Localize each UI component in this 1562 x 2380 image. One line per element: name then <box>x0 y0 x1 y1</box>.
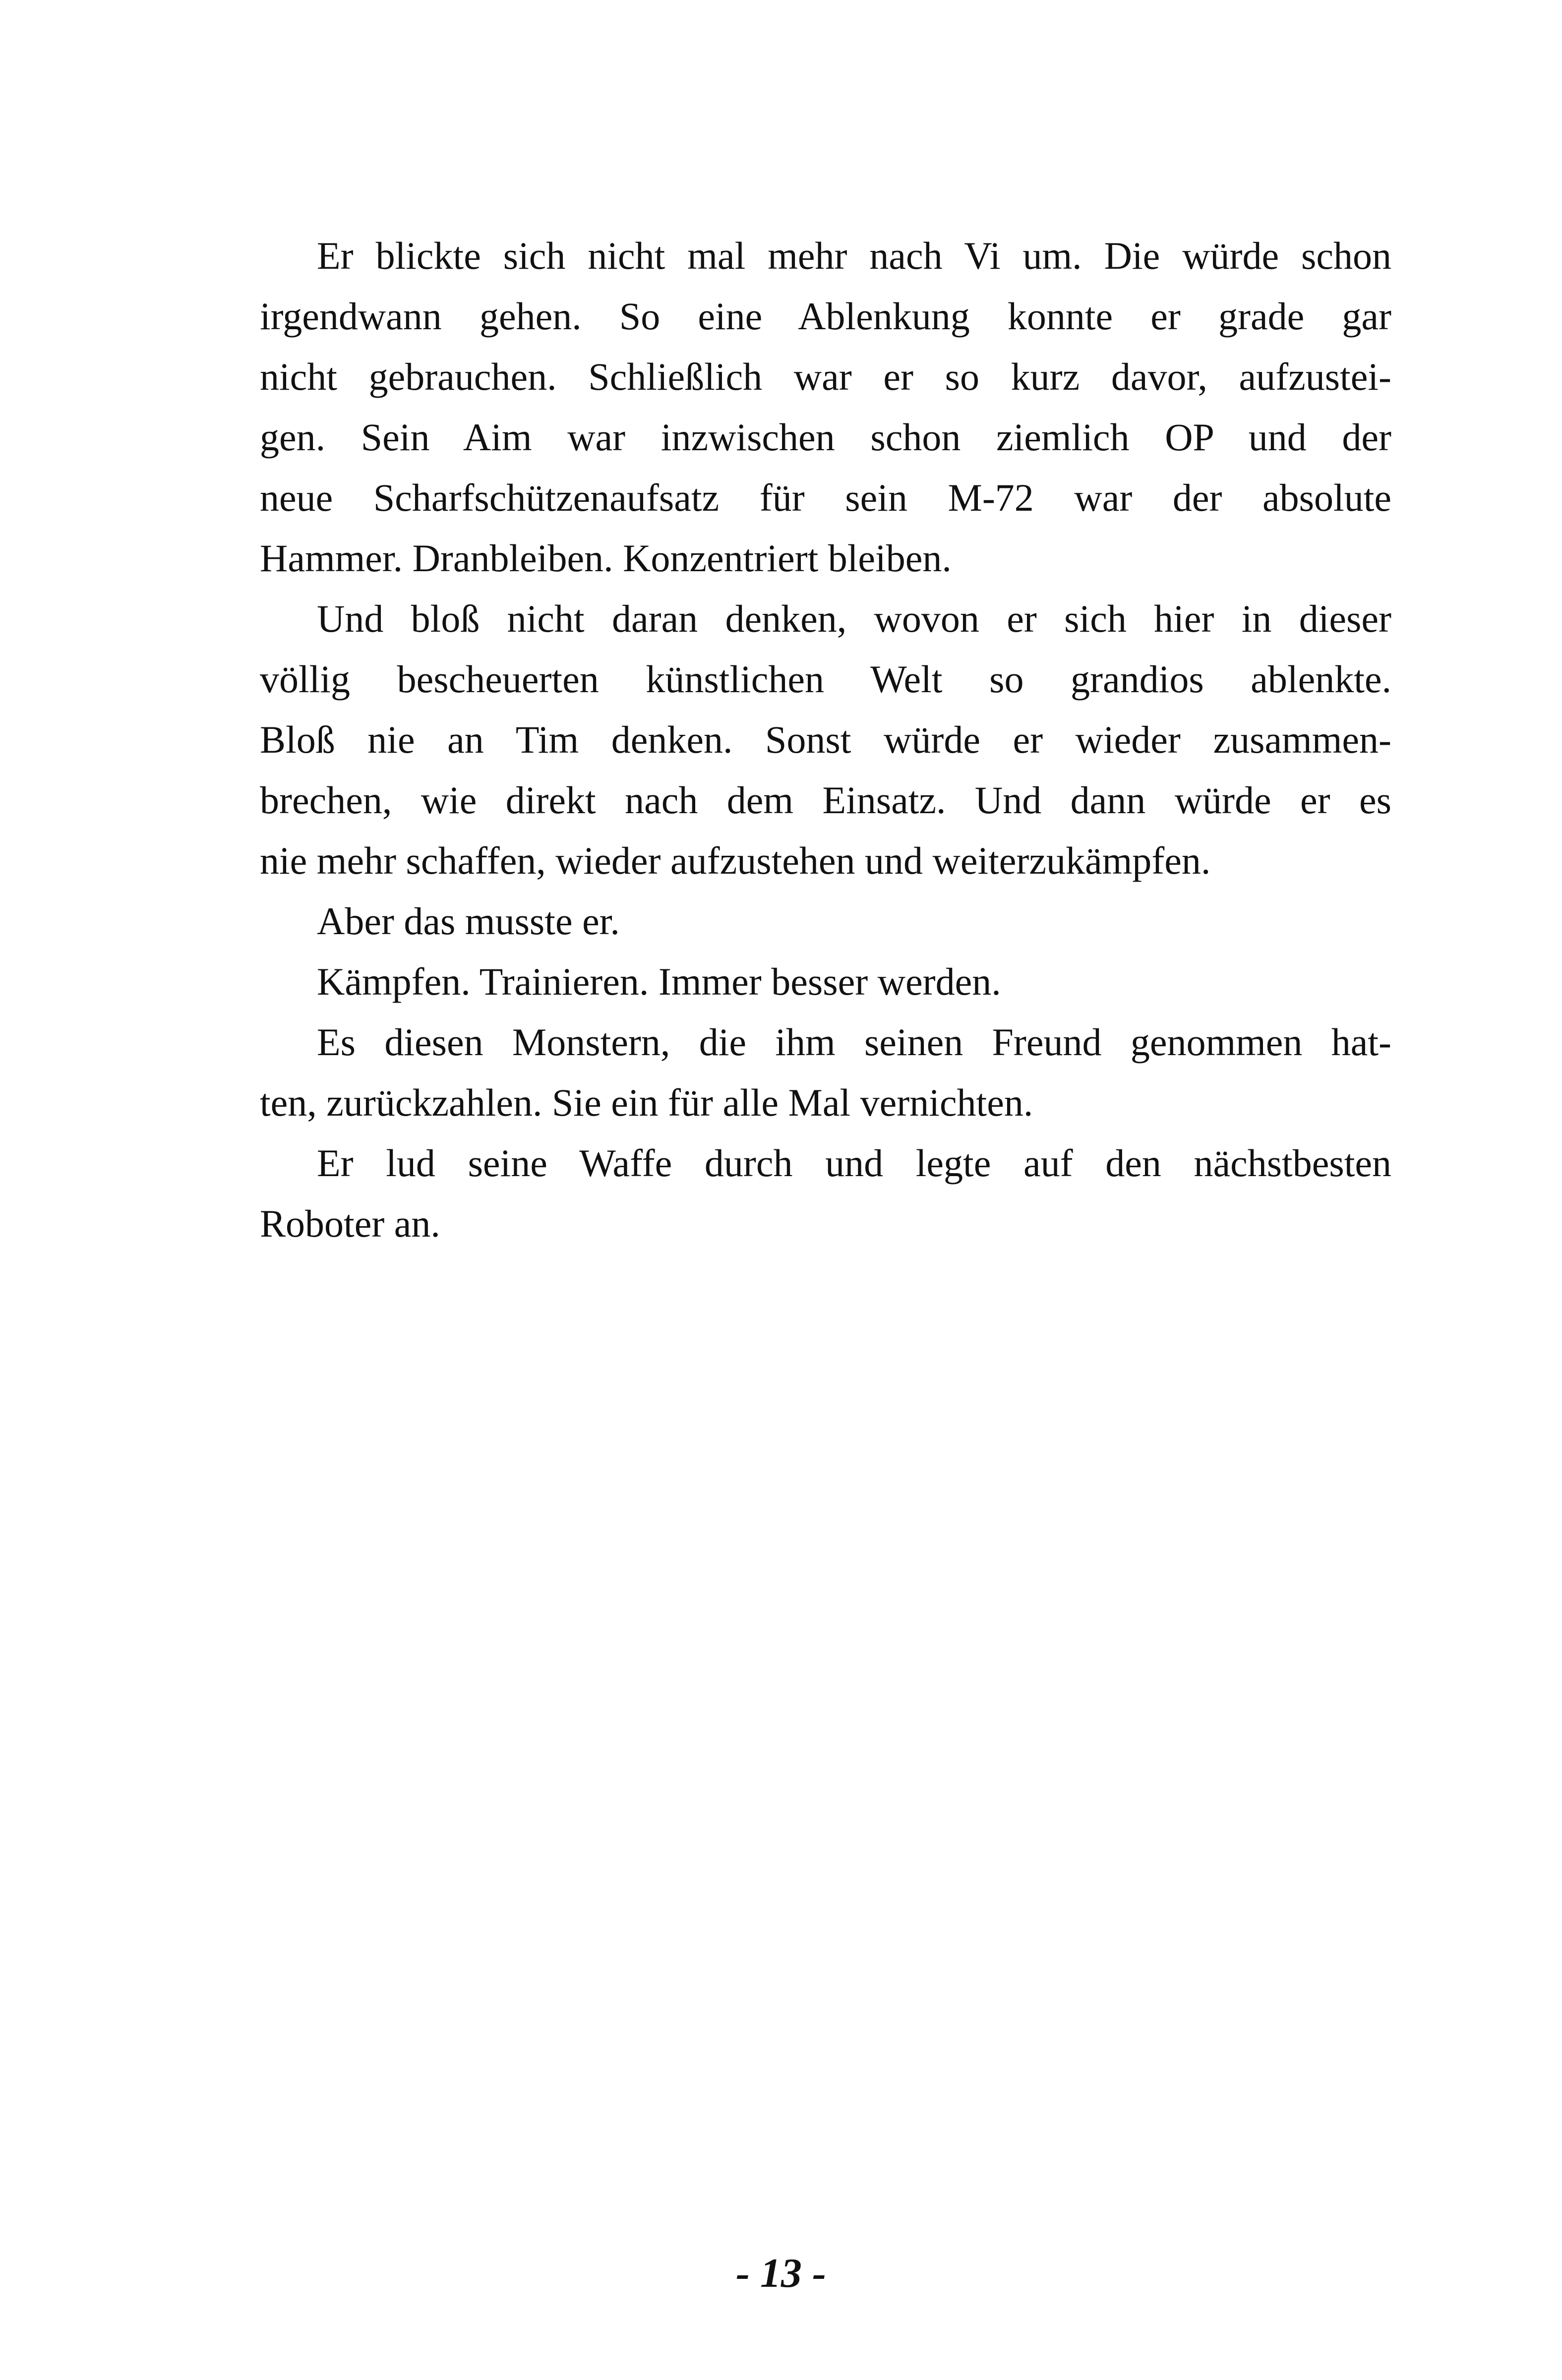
text-line: nie mehr schaffen, wieder aufzustehen und weiterzukämpfen. <box>260 839 1211 882</box>
text-line: Roboter an. <box>260 1202 440 1245</box>
text-line: Bloß nie an Tim denken. Sonst würde er wieder zusammen- <box>260 718 1391 761</box>
text-line: Hammer. Dranbleiben. Konzentriert bleiben. <box>260 536 952 580</box>
text-line: brechen, wie direkt nach dem Einsatz. Und dann würde er es <box>260 778 1391 822</box>
text-line: gen. Sein Aim war inzwischen schon ziemlich OP und der <box>260 416 1391 459</box>
text-line: Kämpfen. Trainieren. Immer besser werden. <box>317 960 1001 1003</box>
text-line: Er lud seine Waffe durch und legte auf den nächstbesten <box>317 1141 1391 1185</box>
text-line: neue Scharfschützenaufsatz für sein M-72 war der absolute <box>260 476 1391 519</box>
body-text <box>260 226 1391 1254</box>
text-line: irgendwann gehen. So eine Ablenkung konnte er grade gar <box>260 295 1391 338</box>
text-line: völlig bescheuerten künstlichen Welt so grandios ablenkte. <box>260 657 1391 701</box>
text-line: nicht gebrauchen. Schließlich war er so kurz davor, aufzustei- <box>260 355 1391 398</box>
page-number: - 13 - <box>736 2250 826 2296</box>
text-line: ten, zurückzahlen. Sie ein für alle Mal vernichten. <box>260 1081 1033 1124</box>
text-line: Er blickte sich nicht mal mehr nach Vi um. Die würde schon <box>317 234 1391 277</box>
text-line: Aber das musste er. <box>317 899 620 943</box>
text-line: Und bloß nicht daran denken, wovon er sich hier in dieser <box>317 597 1391 640</box>
text-line: Es diesen Monstern, die ihm seinen Freund genommen hat- <box>317 1020 1391 1064</box>
